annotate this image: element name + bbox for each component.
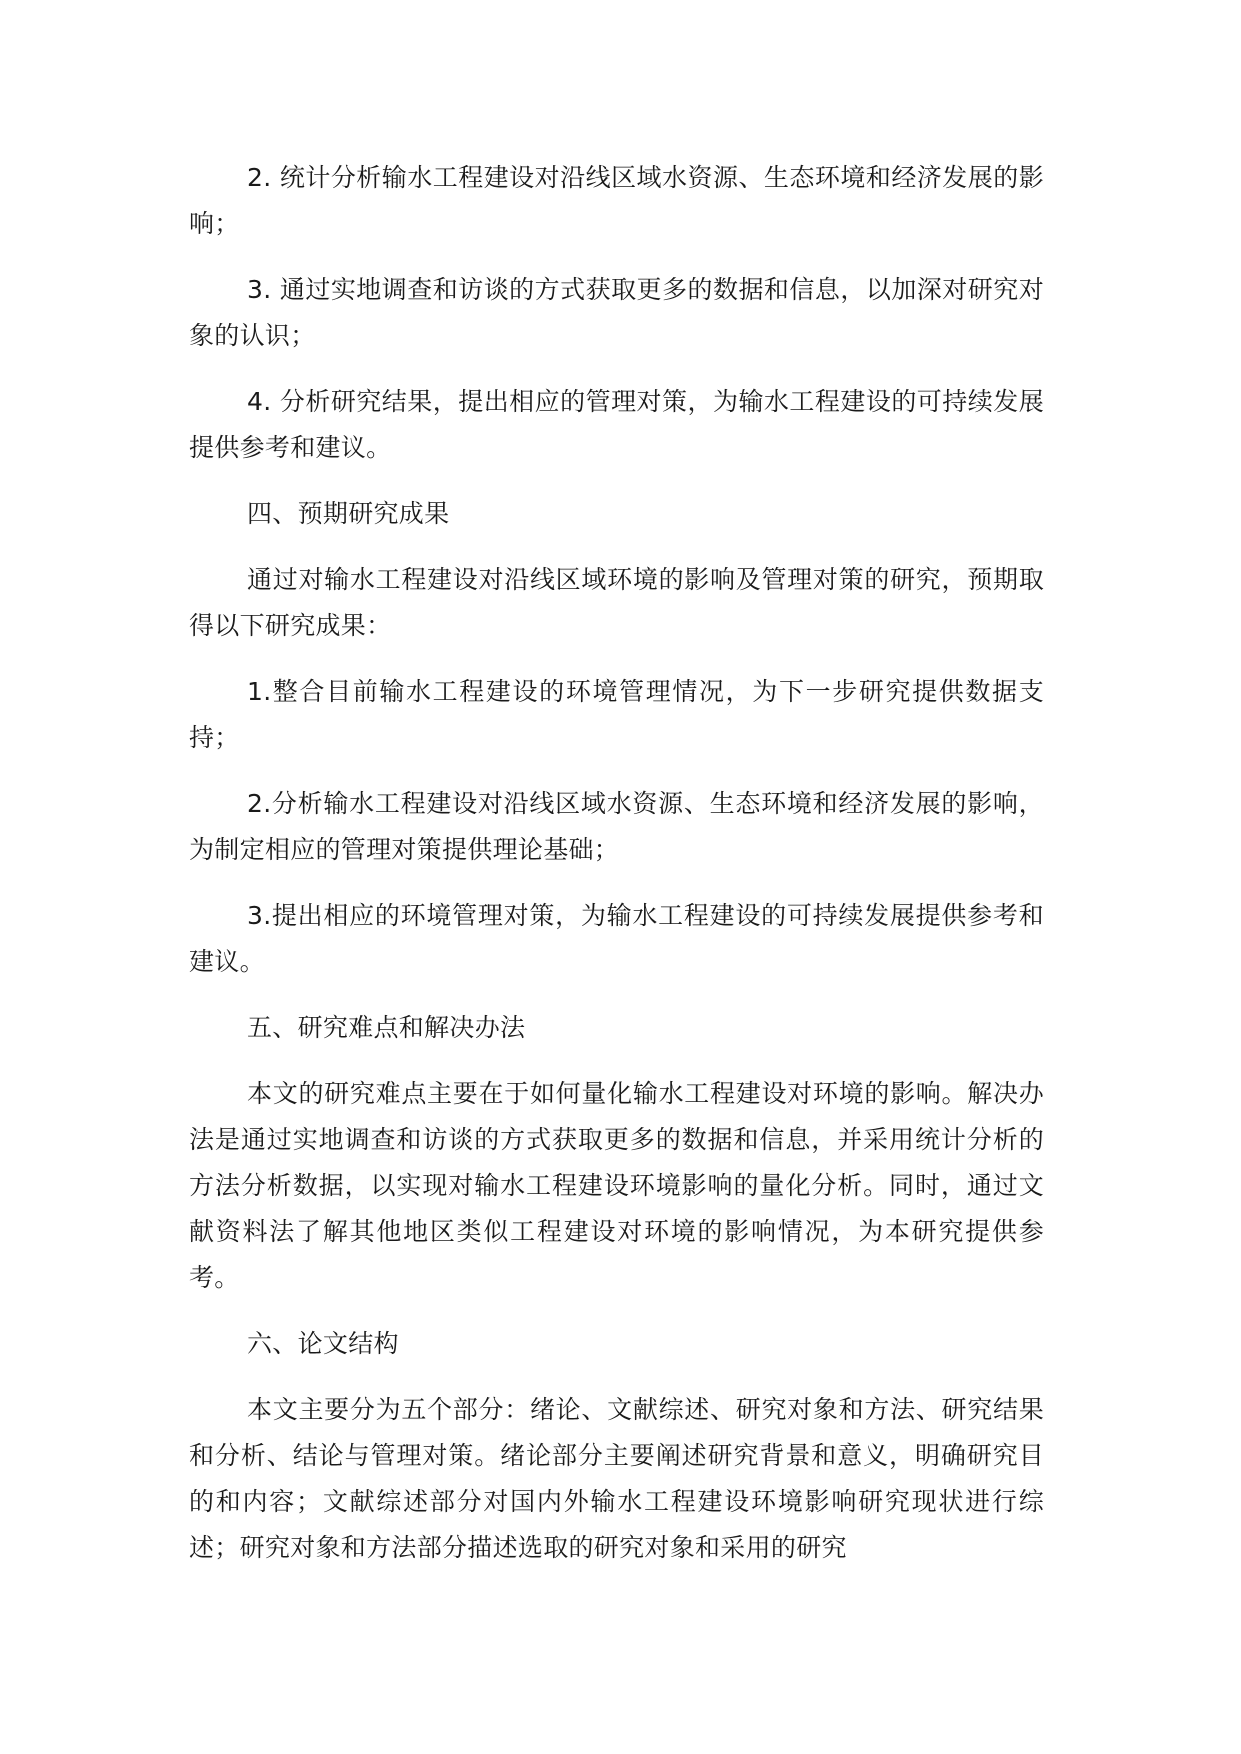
- list-item-analysis: 4. 分析研究结果，提出相应的管理对策，为输水工程建设的可持续发展提供参考和建议。: [189, 387, 1044, 462]
- result-item-3: 3.提出相应的环境管理对策，为输水工程建设的可持续发展提供参考和建议。: [189, 901, 1044, 976]
- section-heading-difficulties: 五、研究难点和解决办法: [247, 1013, 526, 1042]
- difficulties-paragraph: 本文的研究难点主要在于如何量化输水工程建设对环境的影响。解决办法是通过实地调查和访谈的方式获取更多的数据和信息，并采用统计分析的方法分析数据，以实现对输水工程建设环境影响的量化分析。同时，通过文献资料法了解其他地区类似工程建设对环境的影响情况，为本研究提供参考。: [189, 1079, 1044, 1292]
- list-item-statistics: 2. 统计分析输水工程建设对沿线区域水资源、生态环境和经济发展的影响；: [189, 163, 1044, 238]
- section-heading-thesis-structure: 六、论文结构: [247, 1329, 399, 1358]
- expected-results-intro: 通过对输水工程建设对沿线区域环境的影响及管理对策的研究，预期取得以下研究成果：: [189, 565, 1044, 640]
- thesis-structure-paragraph: 本文主要分为五个部分：绪论、文献综述、研究对象和方法、研究结果和分析、结论与管理对策。绪论部分主要阐述研究背景和意义，明确研究目的和内容；文献综述部分对国内外输水工程建设环境影响研究现状进行综述；研究对象和方法部分描述选取的研究对象和采用的研究: [189, 1395, 1044, 1562]
- result-item-1: 1.整合目前输水工程建设的环境管理情况，为下一步研究提供数据支持；: [189, 677, 1044, 752]
- document-body: [189, 155, 1044, 1591]
- list-item-field-survey: 3. 通过实地调查和访谈的方式获取更多的数据和信息，以加深对研究对象的认识；: [189, 275, 1044, 350]
- section-heading-expected-results: 四、预期研究成果: [247, 499, 450, 528]
- result-item-2: 2.分析输水工程建设对沿线区域水资源、生态环境和经济发展的影响，为制定相应的管理对策提供理论基础；: [189, 789, 1044, 864]
